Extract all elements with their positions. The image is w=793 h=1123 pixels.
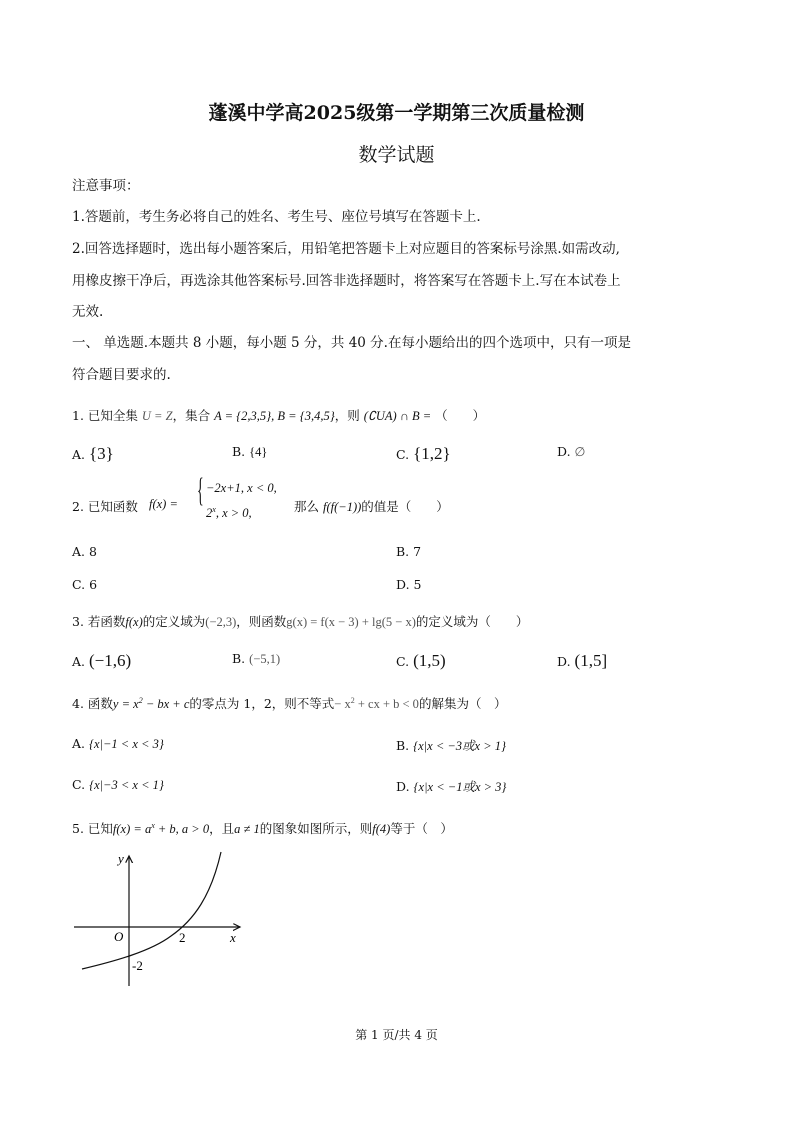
section-1-instructions-line-1: 一、 单选题.本题共 8 小题，每小题 5 分，共 40 分.在每小题给出的四个选项中，只有一项是 <box>72 335 631 351</box>
q4-option-d-value: {x|x < −1或x > 3} <box>413 780 507 794</box>
q1-universe: U = Z <box>141 409 173 423</box>
q1-option-c-label: C. <box>396 447 410 462</box>
q1-ask: ，则 <box>334 408 360 423</box>
q5-mid: ，且 <box>209 821 235 836</box>
q1-option-a-label: A. <box>72 447 86 462</box>
q4-ineq <box>334 697 419 711</box>
q1-option-c-value: {1,2} <box>413 444 451 463</box>
q1-option-b <box>232 444 267 460</box>
q1-option-a-value: {3} <box>89 444 114 463</box>
q2-option-a: A. 8 <box>72 544 97 559</box>
q1-expr: (∁ <box>363 409 376 423</box>
exam-subtitle: 数学试题 <box>358 144 435 166</box>
q2-expr: f(f(−1)) <box>323 500 362 514</box>
q3-number: 3. 若函数 <box>72 614 126 629</box>
q2-option-c: C. 6 <box>72 577 98 592</box>
q5-fn-rest: + b, a > 0 <box>154 822 210 836</box>
q4-option-a-value: {x|−1 < x < 3} <box>89 737 164 751</box>
q4-option-c-label: C. <box>72 777 86 792</box>
q1-answer-paren: （ ） <box>435 408 486 423</box>
q5-number: 5. 已知 <box>72 821 113 836</box>
exam-title: 蓬溪中学高2025级第一学期第三次质量检测 <box>208 102 585 124</box>
q2-number: 2. 已知函数 <box>72 499 138 514</box>
q5-graph-x-label: x <box>230 930 236 945</box>
q4-fn-base: y = x <box>112 697 139 711</box>
q2-ask: 的值是（ ） <box>361 499 449 514</box>
q2-tail <box>294 497 449 515</box>
q4-ineq-base: − x <box>334 697 351 711</box>
notes-item-2-line-1: 2.回答选择题时，选出每小题答案后，用铅笔把答题卡上对应题目的答案标号涂黑.如需改动, <box>72 241 620 257</box>
q3-option-a <box>72 651 131 671</box>
q3-domain-text: 的定义域为 <box>142 614 206 629</box>
q4-option-c <box>72 777 164 793</box>
question-4 <box>72 694 506 712</box>
q3-gx: g(x) = f(x − 3) + lg(5 − x) <box>286 615 416 629</box>
q4-option-b-value: {x|x < −3或x > 1} <box>413 739 507 753</box>
q1-option-c <box>396 444 451 464</box>
q4-option-a <box>72 736 164 752</box>
q3-option-b-label: B. <box>232 651 246 666</box>
q1-option-a <box>72 444 114 464</box>
q5-graph-curve <box>82 852 221 969</box>
q3-option-c-value: (1,5) <box>413 651 446 670</box>
q5-cond: a ≠ 1 <box>234 822 260 836</box>
q5-target: f(4) <box>372 822 391 836</box>
q5-fn <box>113 822 209 836</box>
q4-ask: 的解集为（ ） <box>418 696 507 711</box>
q1-expr-2: UA) ∩ B = <box>375 409 432 423</box>
q1-option-d-value: ∅ <box>574 445 586 459</box>
notes-item-1: 1.答题前，考生务必将自己的姓名、考生号、座位号填写在答题卡上. <box>72 209 481 225</box>
q4-zeros: 的零点为 1，2，则不等式 <box>189 696 335 711</box>
question-5 <box>72 819 453 837</box>
q2-case-2 <box>206 505 252 521</box>
q2-option-b: B. 7 <box>396 544 422 559</box>
q3-fx: f(x) <box>125 615 143 629</box>
q1-number: 1. 已知全集 <box>72 408 138 423</box>
q3-option-c-label: C. <box>396 654 410 669</box>
q5-fn-base: f(x) = a <box>112 822 152 836</box>
q3-option-a-label: A. <box>72 654 86 669</box>
q2-case-2-base: 2 <box>206 506 213 521</box>
section-1-instructions-line-2: 符合题目要求的. <box>72 367 171 383</box>
q3-option-b <box>232 651 280 667</box>
notes-heading: 注意事项： <box>72 178 140 194</box>
q4-option-b <box>396 736 506 754</box>
q1-set-b: , B = {3,4,5} <box>271 409 335 423</box>
q4-option-d <box>396 777 506 795</box>
question-3 <box>72 612 528 630</box>
notes-item-2-line-3: 无效. <box>72 304 104 320</box>
q4-option-c-value: {x|−3 < x < 1} <box>89 778 164 792</box>
q4-fn <box>113 697 190 711</box>
q5-graph <box>66 848 256 993</box>
q3-option-c <box>396 651 446 671</box>
q3-option-b-value: (−5,1) <box>249 652 281 666</box>
q5-graph-origin-label: O <box>114 929 124 944</box>
q4-option-d-label: D. <box>396 779 410 794</box>
q1-mid: ，集合 <box>172 408 211 423</box>
question-1 <box>72 406 485 424</box>
q4-fn-exp: 2 <box>138 695 143 705</box>
page-footer: 第 1 页/共 4 页 <box>355 1028 438 1042</box>
q3-option-d-label: D. <box>557 654 571 669</box>
q1-set-a: A = {2,3,5} <box>214 409 272 423</box>
q3-option-a-value: (−1,6) <box>89 651 132 670</box>
q5-ask2: 等于（ ） <box>390 821 453 836</box>
q2-brace: { <box>197 474 204 511</box>
q4-number: 4. 函数 <box>72 696 113 711</box>
q2-then: 那么 <box>294 499 320 514</box>
q5-graph-x-tick-label: 2 <box>179 930 186 945</box>
q2-case-2-exp: x <box>212 505 216 514</box>
q3-mid: ，则函数 <box>236 614 287 629</box>
q4-ineq-rest: + cx + b < 0 <box>354 697 419 711</box>
q4-option-b-label: B. <box>396 738 410 753</box>
q4-fn-rest: − bx + c <box>142 697 190 711</box>
q5-ask: 的图象如图所示，则 <box>259 821 373 836</box>
q1-option-d-label: D. <box>557 444 571 459</box>
q1-option-b-label: B. <box>232 444 246 459</box>
q3-domain: (−2,3) <box>205 615 237 629</box>
q2-fx: f(x) = <box>149 497 178 511</box>
q3-option-d <box>557 651 607 671</box>
q1-option-d <box>557 444 585 460</box>
q3-ask: 的定义域为（ ） <box>415 614 529 629</box>
q3-option-d-value: (1,5] <box>574 651 608 670</box>
q4-ineq-exp: 2 <box>350 695 355 705</box>
q1-option-b-value: {4} <box>249 445 268 459</box>
q2-option-d: D. 5 <box>396 577 422 592</box>
q5-graph-y-label: y <box>118 851 124 866</box>
q4-option-a-label: A. <box>72 736 86 751</box>
q5-fn-exp: x <box>151 820 155 830</box>
q2-case-2-rest: , x > 0, <box>215 506 252 521</box>
notes-item-2-line-2: 用橡皮擦干净后，再选涂其他答案标号.回答非选择题时，将答案写在答题卡上.写在本试卷上 <box>72 273 621 289</box>
q5-graph-y-tick-label: -2 <box>132 958 143 973</box>
q2-case-1: −2x+1, x < 0, <box>206 481 277 495</box>
